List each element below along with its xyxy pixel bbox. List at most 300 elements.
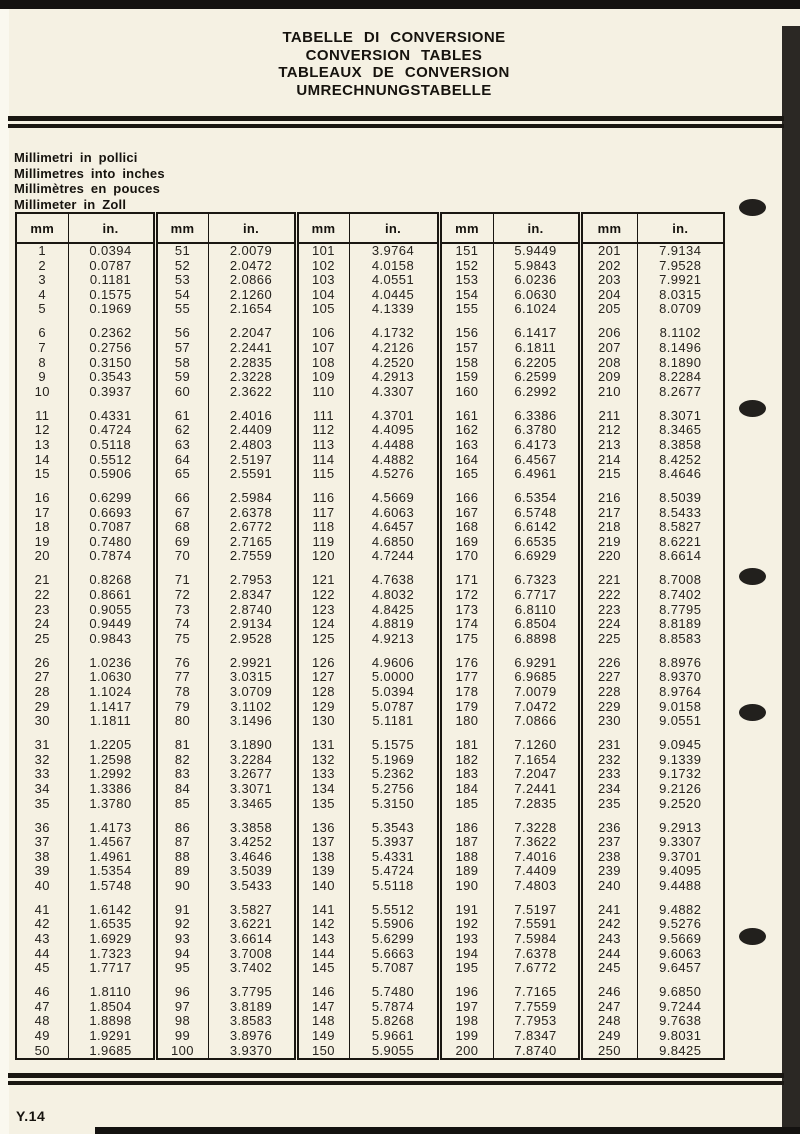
inch-value-cell: 0.8268 bbox=[68, 573, 155, 588]
inch-value-cell: 1.0630 bbox=[68, 670, 155, 685]
mm-value-cell: 244 bbox=[580, 947, 637, 962]
mm-value-cell: 181 bbox=[439, 738, 493, 753]
inch-value-cell: 7.2047 bbox=[493, 767, 580, 782]
inch-value-cell: 7.2441 bbox=[493, 782, 580, 797]
inch-value-cell: 8.3465 bbox=[637, 423, 724, 438]
mm-value-cell: 120 bbox=[296, 549, 349, 564]
gap-cell bbox=[439, 646, 493, 655]
table-row bbox=[16, 356, 724, 371]
inch-value-cell: 4.5669 bbox=[349, 491, 439, 506]
mm-value-cell: 3 bbox=[38, 273, 47, 288]
inch-value-cell: 7.0866 bbox=[493, 714, 580, 729]
inch-value-cell: 2.6772 bbox=[208, 520, 296, 535]
inch-value-cell: 7.0079 bbox=[493, 685, 580, 700]
gap-cell bbox=[637, 564, 724, 573]
inch-value-cell: 1.1417 bbox=[68, 700, 155, 715]
subtitle-line-german: Millimeter in Zoll bbox=[14, 196, 127, 212]
mm-value-cell: 49 bbox=[34, 1029, 50, 1044]
inch-value-cell: 2.0472 bbox=[208, 259, 296, 274]
inch-value-cell: 3.5433 bbox=[208, 879, 296, 894]
inch-value-cell: 1.6929 bbox=[68, 932, 155, 947]
inch-value-cell: 5.7874 bbox=[349, 1000, 439, 1015]
inch-value-cell: 4.1339 bbox=[349, 302, 439, 317]
mm-value-cell: 149 bbox=[296, 1029, 349, 1044]
inch-value-cell: 7.7953 bbox=[493, 1014, 580, 1029]
inch-value-cell: 2.2441 bbox=[208, 341, 296, 356]
table-row bbox=[16, 656, 724, 671]
mm-value-cell: 111 bbox=[296, 409, 349, 424]
inch-value-cell: 5.6663 bbox=[349, 947, 439, 962]
mm-value-cell: 97 bbox=[155, 1000, 208, 1015]
mm-value-cell: 106 bbox=[296, 326, 349, 341]
mm-value-cell: 84 bbox=[155, 782, 208, 797]
group-gap-row bbox=[16, 811, 724, 820]
mm-value-cell: 12 bbox=[34, 423, 50, 438]
mm-value-cell: 167 bbox=[439, 506, 493, 521]
mm-value-cell: 89 bbox=[155, 864, 208, 879]
mm-value-cell: 182 bbox=[439, 753, 493, 768]
mm-value-cell: 194 bbox=[439, 947, 493, 962]
mm-value-cell: 55 bbox=[155, 302, 208, 317]
column-header-in: in. bbox=[349, 213, 439, 243]
gap-cell bbox=[580, 564, 637, 573]
mm-value-cell: 117 bbox=[296, 506, 349, 521]
mm-value-cell: 93 bbox=[155, 932, 208, 947]
mm-value-cell: 231 bbox=[580, 738, 637, 753]
inch-value-cell: 4.0551 bbox=[349, 273, 439, 288]
inch-value-cell: 4.2126 bbox=[349, 341, 439, 356]
inch-value-cell: 8.4646 bbox=[637, 467, 724, 482]
mm-value-cell: 232 bbox=[580, 753, 637, 768]
gap-cell bbox=[155, 646, 208, 655]
inch-value-cell: 9.4095 bbox=[637, 864, 724, 879]
table-row bbox=[16, 670, 724, 685]
inch-value-cell: 4.8819 bbox=[349, 617, 439, 632]
table-row bbox=[16, 341, 724, 356]
mm-value-cell: 135 bbox=[296, 797, 349, 812]
mm-value-cell: 123 bbox=[296, 603, 349, 618]
table-row bbox=[16, 302, 724, 317]
inch-value-cell: 6.4961 bbox=[493, 467, 580, 482]
inch-value-cell: 8.7008 bbox=[637, 573, 724, 588]
title-line-german: UMRECHNUNGSTABELLE bbox=[296, 81, 492, 99]
mm-value-cell: 142 bbox=[296, 917, 349, 932]
inch-value-cell: 6.8110 bbox=[493, 603, 580, 618]
inch-value-cell: 0.5512 bbox=[68, 453, 155, 468]
inch-value-cell: 1.7717 bbox=[68, 961, 155, 976]
mm-value-cell: 148 bbox=[296, 1014, 349, 1029]
mm-value-cell: 8 bbox=[38, 355, 47, 370]
inch-value-cell: 9.1339 bbox=[637, 753, 724, 768]
table-row bbox=[16, 1044, 724, 1060]
gap-cell bbox=[68, 482, 155, 491]
mm-value-cell: 173 bbox=[439, 603, 493, 618]
table-row bbox=[16, 917, 724, 932]
table-row bbox=[16, 1000, 724, 1015]
table-row bbox=[16, 453, 724, 468]
inch-value-cell: 3.2284 bbox=[208, 753, 296, 768]
mm-value-cell: 136 bbox=[296, 821, 349, 836]
inch-value-cell: 9.4488 bbox=[637, 879, 724, 894]
mm-value-cell: 139 bbox=[296, 864, 349, 879]
inch-value-cell: 6.8504 bbox=[493, 617, 580, 632]
mm-value-cell: 77 bbox=[155, 670, 208, 685]
inch-value-cell: 8.7795 bbox=[637, 603, 724, 618]
mm-value-cell: 235 bbox=[580, 797, 637, 812]
mm-value-cell: 177 bbox=[439, 670, 493, 685]
inch-value-cell: 4.3701 bbox=[349, 409, 439, 424]
mm-value-cell: 164 bbox=[439, 453, 493, 468]
mm-value-cell: 1 bbox=[38, 243, 47, 258]
inch-value-cell: 6.0236 bbox=[493, 273, 580, 288]
mm-value-cell: 60 bbox=[155, 385, 208, 400]
mm-value-cell: 166 bbox=[439, 491, 493, 506]
column-header-mm: mm bbox=[439, 213, 493, 243]
inch-value-cell: 2.9528 bbox=[208, 632, 296, 647]
inch-value-cell: 3.2677 bbox=[208, 767, 296, 782]
inch-value-cell: 5.7087 bbox=[349, 961, 439, 976]
mm-value-cell: 43 bbox=[34, 932, 50, 947]
table-row bbox=[16, 467, 724, 482]
mm-value-cell: 247 bbox=[580, 1000, 637, 1015]
mm-value-cell: 78 bbox=[155, 685, 208, 700]
inch-value-cell: 0.7480 bbox=[68, 535, 155, 550]
gap-cell bbox=[349, 317, 439, 326]
mm-value-cell: 72 bbox=[155, 588, 208, 603]
mm-value-cell: 125 bbox=[296, 632, 349, 647]
mm-value-cell: 11 bbox=[35, 408, 50, 423]
gap-cell bbox=[580, 811, 637, 820]
gap-cell bbox=[493, 646, 580, 655]
inch-value-cell: 1.5354 bbox=[68, 864, 155, 879]
mm-value-cell: 69 bbox=[155, 535, 208, 550]
mm-value-cell: 157 bbox=[439, 341, 493, 356]
inch-value-cell: 8.9764 bbox=[637, 685, 724, 700]
mm-value-cell: 40 bbox=[34, 878, 50, 893]
mm-value-cell: 151 bbox=[439, 243, 493, 259]
inch-value-cell: 5.5512 bbox=[349, 903, 439, 918]
mm-value-cell: 16 bbox=[34, 491, 50, 506]
page-number: Y.14 bbox=[16, 1108, 46, 1124]
mm-to-inches-conversion-table bbox=[15, 212, 725, 1060]
column-header-mm: mm bbox=[155, 213, 208, 243]
title-block bbox=[0, 29, 788, 99]
table-row bbox=[16, 821, 724, 836]
inch-value-cell: 7.9528 bbox=[637, 259, 724, 274]
inch-value-cell: 4.4882 bbox=[349, 453, 439, 468]
mm-value-cell: 218 bbox=[580, 520, 637, 535]
mm-value-cell: 197 bbox=[439, 1000, 493, 1015]
inch-value-cell: 8.1496 bbox=[637, 341, 724, 356]
mm-value-cell: 191 bbox=[439, 903, 493, 918]
table-row bbox=[16, 573, 724, 588]
title-line-italian: TABELLE DI CONVERSIONE bbox=[282, 29, 506, 46]
table-row bbox=[16, 738, 724, 753]
mm-value-cell: 9 bbox=[38, 370, 47, 385]
inch-value-cell: 7.1260 bbox=[493, 738, 580, 753]
inch-value-cell: 1.2598 bbox=[68, 753, 155, 768]
mm-value-cell: 48 bbox=[34, 1014, 50, 1029]
inch-value-cell: 8.3858 bbox=[637, 438, 724, 453]
mm-value-cell: 88 bbox=[155, 850, 208, 865]
mm-value-cell: 28 bbox=[34, 684, 50, 699]
mm-value-cell: 222 bbox=[580, 588, 637, 603]
inch-value-cell: 0.2362 bbox=[68, 326, 155, 341]
table-row bbox=[16, 797, 724, 812]
inch-value-cell: 6.6142 bbox=[493, 520, 580, 535]
gap-cell bbox=[68, 811, 155, 820]
mm-value-cell: 131 bbox=[296, 738, 349, 753]
inch-value-cell: 3.7402 bbox=[208, 961, 296, 976]
mm-value-cell: 239 bbox=[580, 864, 637, 879]
mm-value-cell: 37 bbox=[34, 835, 50, 850]
inch-value-cell: 6.4173 bbox=[493, 438, 580, 453]
inch-value-cell: 3.3465 bbox=[208, 797, 296, 812]
mm-value-cell: 29 bbox=[34, 699, 50, 714]
mm-value-cell: 32 bbox=[34, 752, 50, 767]
inch-value-cell: 0.2756 bbox=[68, 341, 155, 356]
mm-value-cell: 213 bbox=[580, 438, 637, 453]
column-header-mm: mm bbox=[580, 213, 637, 243]
mm-value-cell: 116 bbox=[296, 491, 349, 506]
inch-value-cell: 3.8976 bbox=[208, 1029, 296, 1044]
mm-value-cell: 4 bbox=[38, 287, 47, 302]
mm-value-cell: 211 bbox=[580, 409, 637, 424]
mm-value-cell: 128 bbox=[296, 685, 349, 700]
inch-value-cell: 0.1181 bbox=[68, 273, 155, 288]
inch-value-cell: 9.3307 bbox=[637, 835, 724, 850]
inch-value-cell: 6.8898 bbox=[493, 632, 580, 647]
inch-value-cell: 7.6772 bbox=[493, 961, 580, 976]
mm-value-cell: 56 bbox=[155, 326, 208, 341]
mm-value-cell: 108 bbox=[296, 356, 349, 371]
mm-value-cell: 241 bbox=[580, 903, 637, 918]
gap-cell bbox=[296, 399, 349, 408]
mm-value-cell: 180 bbox=[439, 714, 493, 729]
mm-value-cell: 54 bbox=[155, 288, 208, 303]
inch-value-cell: 9.7244 bbox=[637, 1000, 724, 1015]
group-gap-row bbox=[16, 482, 724, 491]
mm-value-cell: 90 bbox=[155, 879, 208, 894]
table-row bbox=[16, 288, 724, 303]
inch-value-cell: 9.3701 bbox=[637, 850, 724, 865]
column-header-in: in. bbox=[68, 213, 155, 243]
mm-value-cell: 19 bbox=[34, 534, 50, 549]
mm-value-cell: 22 bbox=[34, 588, 50, 603]
mm-value-cell: 5 bbox=[38, 302, 47, 317]
table-row bbox=[16, 549, 724, 564]
inch-value-cell: 1.8898 bbox=[68, 1014, 155, 1029]
mm-value-cell: 206 bbox=[580, 326, 637, 341]
inch-value-cell: 1.7323 bbox=[68, 947, 155, 962]
mm-value-cell: 159 bbox=[439, 370, 493, 385]
gap-cell bbox=[493, 811, 580, 820]
inch-value-cell: 2.9134 bbox=[208, 617, 296, 632]
mm-value-cell: 201 bbox=[580, 243, 637, 259]
group-gap-row bbox=[16, 976, 724, 985]
mm-value-cell: 17 bbox=[34, 505, 50, 520]
gap-cell bbox=[155, 482, 208, 491]
inch-value-cell: 5.6299 bbox=[349, 932, 439, 947]
mm-value-cell: 36 bbox=[34, 820, 50, 835]
mm-value-cell: 146 bbox=[296, 985, 349, 1000]
inch-value-cell: 3.5827 bbox=[208, 903, 296, 918]
gap-cell bbox=[296, 564, 349, 573]
inch-value-cell: 7.8347 bbox=[493, 1029, 580, 1044]
gap-cell bbox=[439, 729, 493, 738]
mm-value-cell: 105 bbox=[296, 302, 349, 317]
mm-value-cell: 112 bbox=[296, 423, 349, 438]
group-gap-row bbox=[16, 564, 724, 573]
gap-cell bbox=[16, 564, 68, 573]
inch-value-cell: 2.2047 bbox=[208, 326, 296, 341]
inch-value-cell: 2.7165 bbox=[208, 535, 296, 550]
mm-value-cell: 83 bbox=[155, 767, 208, 782]
inch-value-cell: 4.4488 bbox=[349, 438, 439, 453]
gap-cell bbox=[155, 564, 208, 573]
gap-cell bbox=[580, 893, 637, 902]
inch-value-cell: 4.8032 bbox=[349, 588, 439, 603]
gap-cell bbox=[208, 399, 296, 408]
inch-value-cell: 9.6063 bbox=[637, 947, 724, 962]
group-gap-row bbox=[16, 646, 724, 655]
gap-cell bbox=[580, 482, 637, 491]
gap-cell bbox=[208, 976, 296, 985]
inch-value-cell: 4.4095 bbox=[349, 423, 439, 438]
mm-value-cell: 147 bbox=[296, 1000, 349, 1015]
inch-value-cell: 3.4252 bbox=[208, 835, 296, 850]
mm-value-cell: 121 bbox=[296, 573, 349, 588]
mm-value-cell: 226 bbox=[580, 656, 637, 671]
gap-cell bbox=[349, 646, 439, 655]
mm-value-cell: 175 bbox=[439, 632, 493, 647]
mm-value-cell: 98 bbox=[155, 1014, 208, 1029]
mm-value-cell: 13 bbox=[34, 437, 50, 452]
mm-value-cell: 140 bbox=[296, 879, 349, 894]
double-rule-top bbox=[8, 116, 784, 128]
inch-value-cell: 9.2913 bbox=[637, 821, 724, 836]
inch-value-cell: 9.0158 bbox=[637, 700, 724, 715]
mm-value-cell: 76 bbox=[155, 656, 208, 671]
title-line-english: CONVERSION TABLES bbox=[305, 46, 483, 64]
inch-value-cell: 6.2992 bbox=[493, 385, 580, 400]
table-row bbox=[16, 632, 724, 647]
mm-value-cell: 204 bbox=[580, 288, 637, 303]
table-row bbox=[16, 835, 724, 850]
inch-value-cell: 6.6535 bbox=[493, 535, 580, 550]
table-row bbox=[16, 370, 724, 385]
inch-value-cell: 3.8189 bbox=[208, 1000, 296, 1015]
gap-cell bbox=[296, 811, 349, 820]
inch-value-cell: 1.8504 bbox=[68, 1000, 155, 1015]
gap-cell bbox=[16, 482, 68, 491]
mm-value-cell: 172 bbox=[439, 588, 493, 603]
inch-value-cell: 0.3150 bbox=[68, 356, 155, 371]
gap-cell bbox=[637, 729, 724, 738]
mm-value-cell: 25 bbox=[34, 631, 50, 646]
mm-value-cell: 92 bbox=[155, 917, 208, 932]
gap-cell bbox=[68, 729, 155, 738]
mm-value-cell: 80 bbox=[155, 714, 208, 729]
inch-value-cell: 1.1024 bbox=[68, 685, 155, 700]
inch-value-cell: 7.9921 bbox=[637, 273, 724, 288]
inch-value-cell: 2.5984 bbox=[208, 491, 296, 506]
table-row bbox=[16, 850, 724, 865]
mm-value-cell: 233 bbox=[580, 767, 637, 782]
binder-hole bbox=[739, 928, 766, 945]
gap-cell bbox=[155, 317, 208, 326]
inch-value-cell: 1.3386 bbox=[68, 782, 155, 797]
inch-value-cell: 9.6850 bbox=[637, 985, 724, 1000]
inch-value-cell: 5.3937 bbox=[349, 835, 439, 850]
inch-value-cell: 8.4252 bbox=[637, 453, 724, 468]
mm-value-cell: 187 bbox=[439, 835, 493, 850]
inch-value-cell: 5.2756 bbox=[349, 782, 439, 797]
inch-value-cell: 3.6614 bbox=[208, 932, 296, 947]
mm-value-cell: 202 bbox=[580, 259, 637, 274]
inch-value-cell: 1.2205 bbox=[68, 738, 155, 753]
gap-cell bbox=[16, 317, 68, 326]
inch-value-cell: 4.7244 bbox=[349, 549, 439, 564]
gap-cell bbox=[493, 729, 580, 738]
inch-value-cell: 6.1024 bbox=[493, 302, 580, 317]
gap-cell bbox=[68, 317, 155, 326]
mm-value-cell: 26 bbox=[34, 655, 50, 670]
inch-value-cell: 0.1575 bbox=[68, 288, 155, 303]
mm-value-cell: 174 bbox=[439, 617, 493, 632]
inch-value-cell: 5.0000 bbox=[349, 670, 439, 685]
mm-value-cell: 130 bbox=[296, 714, 349, 729]
gap-cell bbox=[637, 646, 724, 655]
inch-value-cell: 1.9685 bbox=[68, 1044, 155, 1060]
table-row bbox=[16, 243, 724, 259]
mm-value-cell: 161 bbox=[439, 409, 493, 424]
inch-value-cell: 0.3543 bbox=[68, 370, 155, 385]
gap-cell bbox=[493, 317, 580, 326]
inch-value-cell: 6.0630 bbox=[493, 288, 580, 303]
inch-value-cell: 9.2520 bbox=[637, 797, 724, 812]
mm-value-cell: 99 bbox=[155, 1029, 208, 1044]
mm-value-cell: 234 bbox=[580, 782, 637, 797]
mm-value-cell: 145 bbox=[296, 961, 349, 976]
inch-value-cell: 8.2284 bbox=[637, 370, 724, 385]
inch-value-cell: 6.7323 bbox=[493, 573, 580, 588]
mm-value-cell: 46 bbox=[34, 985, 50, 1000]
gap-cell bbox=[155, 811, 208, 820]
mm-value-cell: 34 bbox=[34, 781, 50, 796]
mm-value-cell: 59 bbox=[155, 370, 208, 385]
mm-value-cell: 152 bbox=[439, 259, 493, 274]
mm-value-cell: 129 bbox=[296, 700, 349, 715]
gap-cell bbox=[296, 729, 349, 738]
mm-value-cell: 154 bbox=[439, 288, 493, 303]
mm-value-cell: 156 bbox=[439, 326, 493, 341]
gap-cell bbox=[68, 646, 155, 655]
inch-value-cell: 1.6535 bbox=[68, 917, 155, 932]
gap-cell bbox=[296, 317, 349, 326]
inch-value-cell: 8.7402 bbox=[637, 588, 724, 603]
mm-value-cell: 217 bbox=[580, 506, 637, 521]
inch-value-cell: 0.8661 bbox=[68, 588, 155, 603]
inch-value-cell: 5.4331 bbox=[349, 850, 439, 865]
gap-cell bbox=[580, 976, 637, 985]
mm-value-cell: 31 bbox=[34, 738, 50, 753]
mm-value-cell: 143 bbox=[296, 932, 349, 947]
mm-value-cell: 109 bbox=[296, 370, 349, 385]
mm-value-cell: 198 bbox=[439, 1014, 493, 1029]
inch-value-cell: 8.5827 bbox=[637, 520, 724, 535]
group-gap-row bbox=[16, 399, 724, 408]
